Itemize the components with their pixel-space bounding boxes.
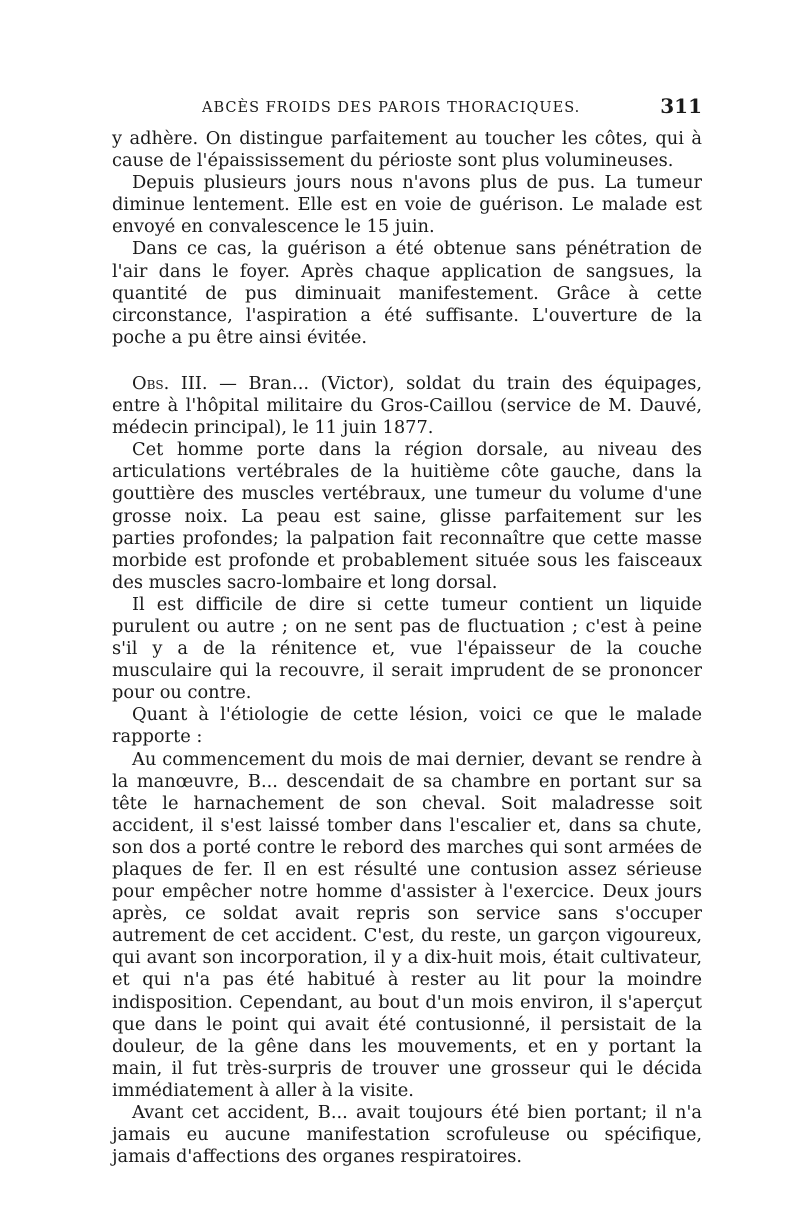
observation-label: Obs. III.: [132, 372, 208, 394]
running-title: ABCÈS FROIDS DES PAROIS THORACIQUES.: [202, 100, 581, 116]
paragraph: Il est difficile de dire si cette tumeur contient un liquide purulent ou autre ; on ne sent pas de fluctuation ; c'est à peine s'il y a de la rénitence et, vue l'épaisseur de la couche musculaire qui la recouvre, il serait imprudent de se prononcer pour ou contre.: [112, 593, 702, 704]
paragraph: Cet homme porte dans la région dorsale, au niveau des articulations vertébrales de la huitième côte gauche, dans la gouttière des muscles vertébraux, une tumeur du volume d'une grosse noix. La peau est saine, glisse parfaitement sur les parties profondes; la palpation fait reconnaître que cette masse morbide est profonde et probablement située sous les faisceaux des muscles sacro-lombaire et long dorsal.: [112, 439, 702, 593]
paragraph: Quant à l'étiologie de cette lésion, voici ce que le malade rapporte :: [112, 704, 702, 748]
paragraph-continuation: y adhère. On distingue parfaitement au toucher les côtes, qui à cause de l'épaississement du périoste sont plus volumineuses.: [112, 128, 702, 172]
body-text: [112, 128, 702, 1168]
observation-intro: — Bran... (Victor), soldat du train des équipages, entre à l'hôpital militaire du Gros-Caillou (service de M. Dauvé, médecin principal), le 11 juin 1877.: [112, 372, 702, 439]
observation-heading: [112, 373, 702, 439]
running-head: [112, 94, 702, 124]
paragraph: Dans ce cas, la guérison a été obtenue sans pénétration de l'air dans le foyer. Après chaque application de sangsues, la quantité de pus diminuait manifestement. Grâce à cette circonstance, l'aspiration a été suffisante. L'ouverture de la poche a pu être ainsi évitée.: [112, 238, 702, 348]
section-gap: [112, 349, 702, 373]
paragraph: Depuis plusieurs jours nous n'avons plus de pus. La tumeur diminue lentement. Elle est en voie de guérison. Le malade est envoyé en convalescence le 15 juin.: [112, 172, 702, 238]
page-number: 311: [660, 94, 702, 118]
paragraph: Au commencement du mois de mai dernier, devant se rendre à la manœuvre, B... descendait de sa chambre en portant sur sa tête le harnachement de son cheval. Soit maladresse soit accident, il s'est laissé tomber dans l'escalier et, dans sa chute, son dos a porté contre le rebord des marches qui sont armées de plaques de fer. Il en est résulté une contusion assez sérieuse pour empêcher notre homme d'assister à l'exercice. Deux jours après, ce soldat avait repris son service sans s'occuper autrement de cet accident. C'est, du reste, un garçon vigoureux, qui avant son incorporation, il y a dix-huit mois, était cultivateur, et qui n'a pas été habitué à rester au lit pour la moindre indisposition. Cependant, au bout d'un mois environ, il s'aperçut que dans le point qui avait été contusionné, il persistait de la douleur, de la gêne dans les mouvements, et en y portant la main, il fut très-surpris de trouver une grosseur qui le décida immédiatement à aller à la visite.: [112, 748, 702, 1101]
paragraph: Avant cet accident, B... avait toujours été bien portant; il n'a jamais eu aucune manifestation scrofuleuse ou spécifique, jamais d'affections des organes respiratoires.: [112, 1102, 702, 1168]
book-page: [112, 94, 702, 1168]
